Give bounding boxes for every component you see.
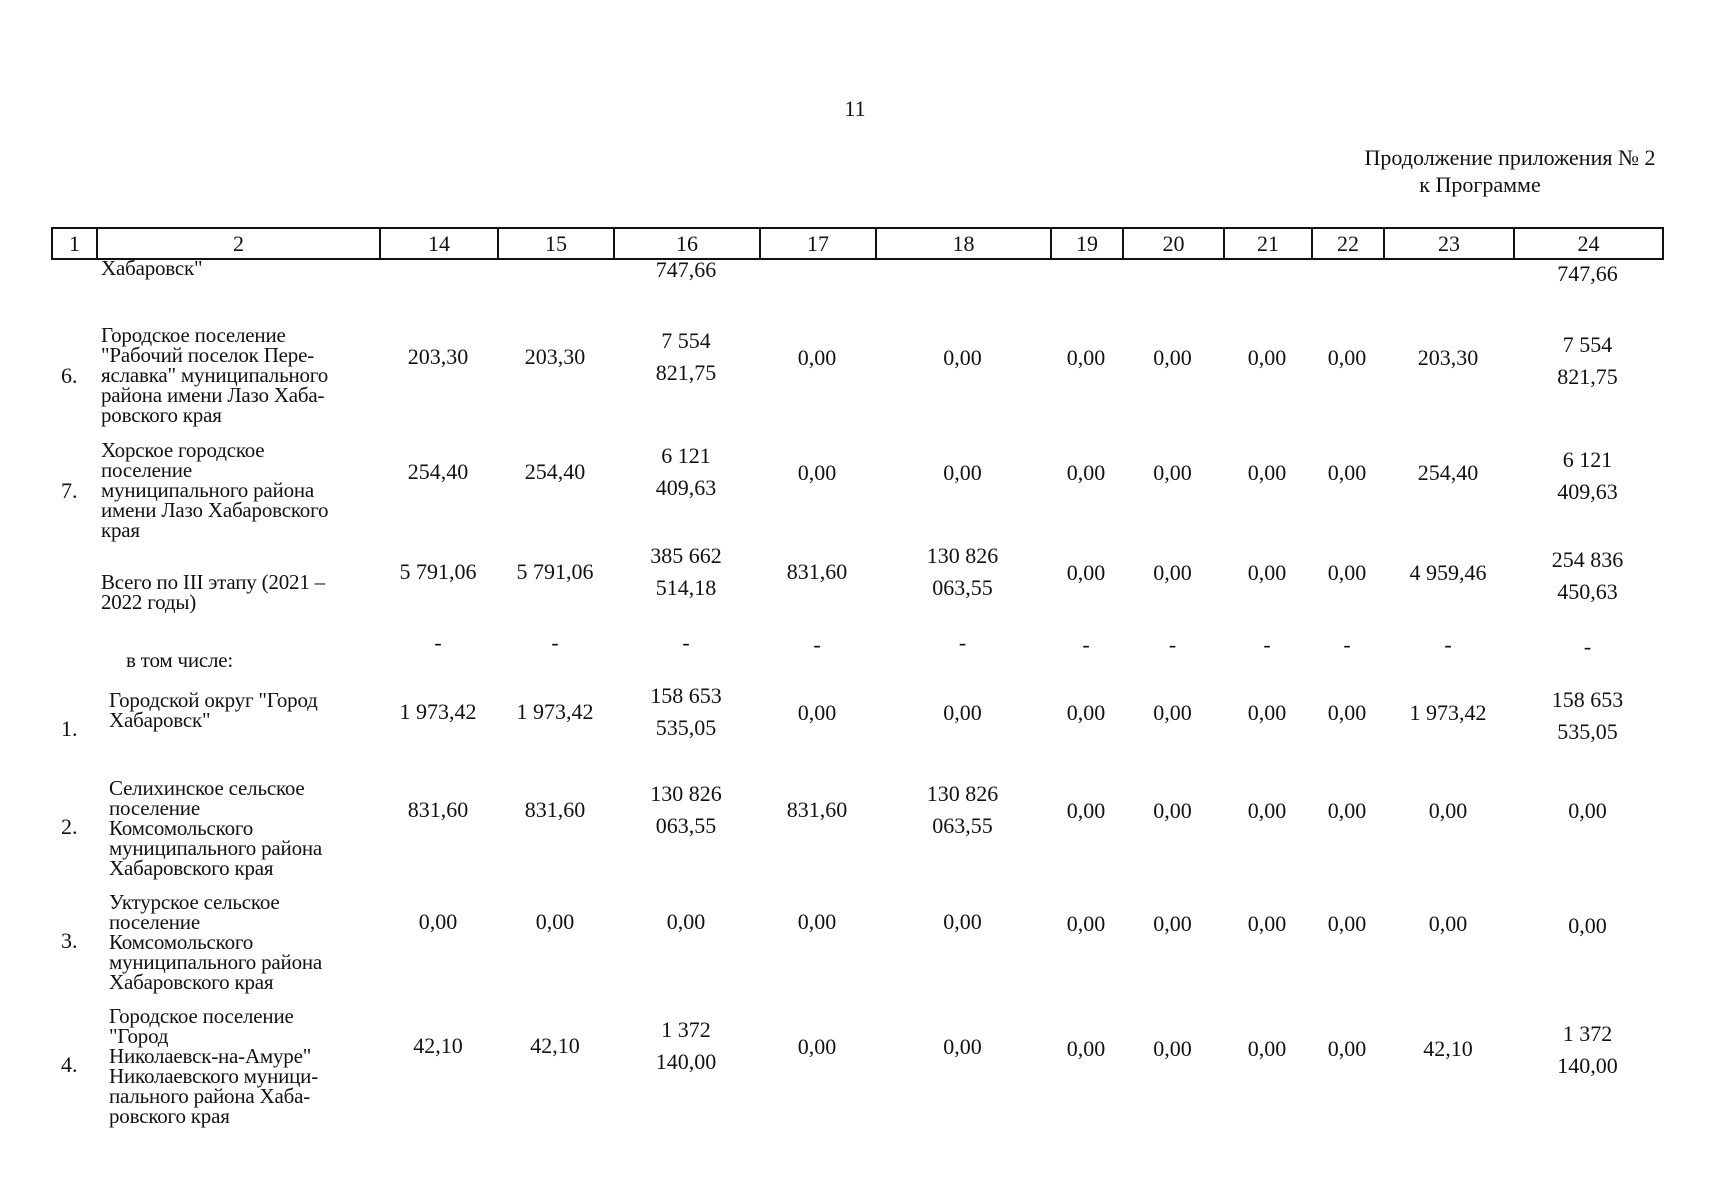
page-number: 11 bbox=[844, 96, 866, 121]
row-number: 1. bbox=[61, 716, 78, 741]
cell-22: 0,00 bbox=[1327, 798, 1367, 823]
cell-16: 130 826 063,55 bbox=[650, 781, 722, 838]
dash-17: - bbox=[813, 632, 821, 657]
cell-23: 0,00 bbox=[1428, 798, 1468, 823]
cell-19: 0,00 bbox=[1066, 560, 1106, 585]
cell-16: 747,66 bbox=[655, 257, 717, 282]
cell-24: 254 836 450,63 bbox=[1551, 547, 1624, 604]
cell-23: 0,00 bbox=[1428, 911, 1468, 936]
cell-21: 0,00 bbox=[1247, 460, 1287, 485]
dash-16: - bbox=[682, 630, 690, 655]
cell-14: 254,40 bbox=[407, 459, 469, 484]
cell-20: 0,00 bbox=[1153, 798, 1192, 823]
cell-17: 831,60 bbox=[786, 797, 848, 822]
column-header-17: 17 bbox=[760, 228, 876, 259]
dash-23: - bbox=[1444, 632, 1452, 657]
cell-15: 203,30 bbox=[524, 344, 586, 369]
cell-17: 0,00 bbox=[797, 1034, 837, 1059]
column-header-15: 15 bbox=[498, 228, 614, 259]
cell-19: 0,00 bbox=[1066, 911, 1106, 936]
column-header-21: 21 bbox=[1224, 228, 1312, 259]
cell-23: 1 973,42 bbox=[1409, 700, 1487, 725]
dash-14: - bbox=[434, 630, 442, 655]
cell-15: 42,10 bbox=[530, 1033, 580, 1058]
cell-15: 254,40 bbox=[524, 459, 586, 484]
cell-24: 0,00 bbox=[1568, 798, 1607, 823]
row-name: Селихинское сельское поселение Комсомольского муниципального района Хабаровского края bbox=[109, 776, 323, 880]
row-name: Уктурское сельское поселение Комсомольского муниципального района Хабаровского края bbox=[109, 890, 323, 994]
cell-19: 0,00 bbox=[1066, 798, 1106, 823]
cell-14: 5 791,06 bbox=[399, 559, 477, 584]
column-header-24: 24 bbox=[1514, 228, 1663, 259]
cell-20: 0,00 bbox=[1153, 1036, 1192, 1061]
row-name: Хорское городское поселение муниципального района имени Лазо Хабаровского края bbox=[101, 438, 329, 542]
cell-16: 158 653 535,05 bbox=[650, 683, 722, 740]
row-name: Всего по III этапу (2021 – 2022 годы) bbox=[101, 570, 325, 614]
column-header-2: 2 bbox=[97, 228, 380, 259]
table-body bbox=[51, 0, 1662, 1200]
cell-18: 0,00 bbox=[943, 700, 982, 725]
row-number: 2. bbox=[61, 814, 78, 839]
cell-21: 0,00 bbox=[1247, 911, 1287, 936]
cell-24: 747,66 bbox=[1557, 261, 1618, 286]
dash-20: - bbox=[1168, 632, 1177, 657]
cell-16: 7 554 821,75 bbox=[655, 328, 717, 385]
column-header-19: 19 bbox=[1051, 228, 1123, 259]
column-header-14: 14 bbox=[380, 228, 498, 259]
row-number: 6. bbox=[61, 363, 78, 388]
row-name: Городское поселение "Рабочий поселок Пере- яславка" муниципального района имени Лазо Хаба- ровского края bbox=[101, 323, 328, 427]
cell-22: 0,00 bbox=[1327, 460, 1367, 485]
cell-22: 0,00 bbox=[1327, 911, 1367, 936]
cell-24: 0,00 bbox=[1568, 913, 1607, 938]
cell-18: 130 826 063,55 bbox=[926, 543, 999, 600]
row-name: Городское поселение "Город Николаевск-на-Амуре" Николаевского муници- пального района Хаба- ровского края bbox=[109, 1004, 319, 1128]
cell-15: 0,00 bbox=[535, 909, 575, 934]
cell-24: 1 372 140,00 bbox=[1557, 1021, 1618, 1078]
cell-15: 831,60 bbox=[524, 797, 586, 822]
cell-19: 0,00 bbox=[1066, 345, 1106, 370]
row-number: 7. bbox=[61, 478, 78, 503]
cell-18: 130 826 063,55 bbox=[926, 781, 999, 838]
dash-18: - bbox=[958, 630, 967, 655]
cell-22: 0,00 bbox=[1327, 700, 1367, 725]
dash-22: - bbox=[1343, 632, 1351, 657]
cell-21: 0,00 bbox=[1247, 700, 1287, 725]
cell-14: 1 973,42 bbox=[399, 699, 477, 724]
cell-22: 0,00 bbox=[1327, 560, 1367, 585]
cell-23: 203,30 bbox=[1417, 345, 1479, 370]
cell-17: 0,00 bbox=[797, 460, 837, 485]
cell-19: 0,00 bbox=[1066, 700, 1106, 725]
cell-21: 0,00 bbox=[1247, 560, 1287, 585]
cell-23: 4 959,46 bbox=[1409, 560, 1487, 585]
appendix-line-2: к Программе bbox=[1419, 172, 1541, 197]
column-header-20: 20 bbox=[1123, 228, 1224, 259]
column-header-23: 23 bbox=[1384, 228, 1514, 259]
dash-19: - bbox=[1082, 632, 1090, 657]
dash-24: - bbox=[1583, 634, 1592, 659]
cell-16: 385 662 514,18 bbox=[650, 543, 722, 600]
cell-18: 0,00 bbox=[943, 1034, 982, 1059]
cell-19: 0,00 bbox=[1066, 1036, 1106, 1061]
cell-20: 0,00 bbox=[1153, 560, 1192, 585]
cell-20: 0,00 bbox=[1153, 345, 1192, 370]
cell-14: 42,10 bbox=[413, 1033, 463, 1058]
cell-15: 1 973,42 bbox=[516, 699, 594, 724]
cell-21: 0,00 bbox=[1247, 798, 1287, 823]
cell-17: 0,00 bbox=[797, 345, 837, 370]
cell-21: 0,00 bbox=[1247, 1036, 1287, 1061]
cell-20: 0,00 bbox=[1153, 911, 1192, 936]
cell-21: 0,00 bbox=[1247, 345, 1287, 370]
cell-14: 831,60 bbox=[407, 797, 469, 822]
cell-23: 254,40 bbox=[1417, 460, 1479, 485]
column-header-18: 18 bbox=[876, 228, 1051, 259]
cell-17: 0,00 bbox=[797, 700, 837, 725]
column-header-16: 16 bbox=[614, 228, 760, 259]
cell-15: 5 791,06 bbox=[516, 559, 594, 584]
cell-22: 0,00 bbox=[1327, 1036, 1367, 1061]
cell-18: 0,00 bbox=[943, 460, 982, 485]
cell-16: 6 121 409,63 bbox=[655, 443, 717, 500]
cell-14: 0,00 bbox=[418, 909, 458, 934]
cell-24: 6 121 409,63 bbox=[1557, 447, 1618, 504]
cell-17: 831,60 bbox=[786, 559, 848, 584]
column-header-1: 1 bbox=[52, 228, 97, 259]
cell-16: 0,00 bbox=[666, 909, 706, 934]
cell-16: 1 372 140,00 bbox=[655, 1017, 717, 1074]
row-name: Городской округ "Город Хабаровск" bbox=[109, 688, 318, 732]
row-number: 3. bbox=[61, 928, 78, 953]
cell-18: 0,00 bbox=[943, 345, 982, 370]
row-number: 4. bbox=[61, 1052, 78, 1077]
cell-14: 203,30 bbox=[407, 344, 469, 369]
cell-22: 0,00 bbox=[1327, 345, 1367, 370]
cell-18: 0,00 bbox=[943, 909, 982, 934]
row-name: в том числе: bbox=[126, 648, 234, 672]
appendix-line-1: Продолжение приложения № 2 bbox=[1364, 145, 1656, 170]
dash-15: - bbox=[551, 630, 559, 655]
cell-19: 0,00 bbox=[1066, 460, 1106, 485]
row-name: Хабаровск" bbox=[101, 256, 203, 280]
cell-23: 42,10 bbox=[1423, 1036, 1473, 1061]
cell-24: 7 554 821,75 bbox=[1557, 332, 1618, 389]
cell-20: 0,00 bbox=[1153, 700, 1192, 725]
cell-24: 158 653 535,05 bbox=[1551, 687, 1624, 744]
column-header-22: 22 bbox=[1312, 228, 1384, 259]
dash-21: - bbox=[1263, 632, 1271, 657]
cell-20: 0,00 bbox=[1153, 460, 1192, 485]
cell-17: 0,00 bbox=[797, 909, 837, 934]
